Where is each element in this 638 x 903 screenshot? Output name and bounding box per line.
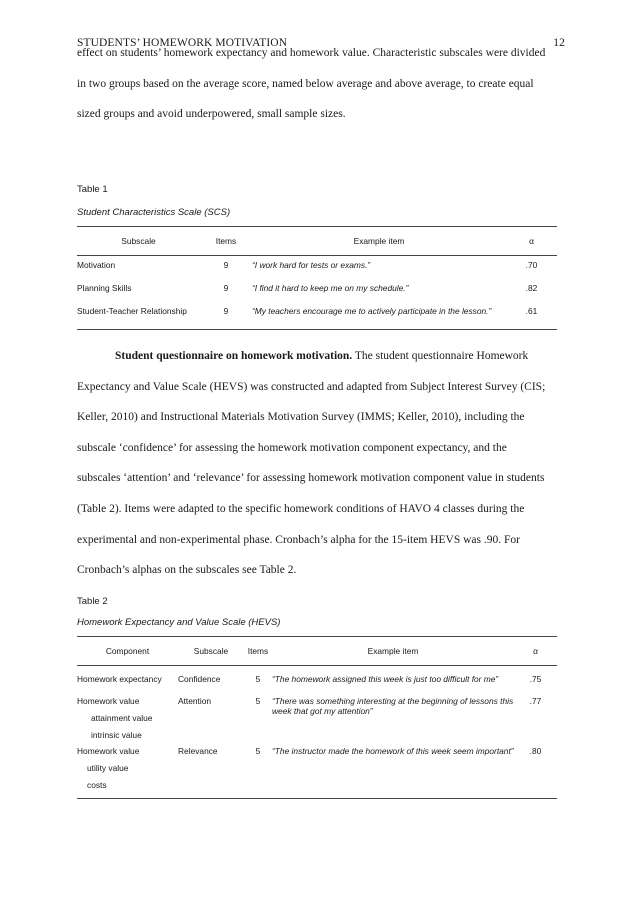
table2-header-row (77, 637, 557, 666)
items-cell: 9 (223, 283, 229, 293)
intro-line: in two groups based on the average score, named below average and above average, to create equal (77, 77, 534, 90)
alpha-cell: .80 (529, 746, 542, 756)
items-cell: 5 (255, 674, 261, 684)
items-cell: 5 (255, 696, 261, 706)
table-row (77, 306, 557, 330)
example-cell: “My teachers encourage me to actively participate in the lesson.” (252, 306, 492, 316)
table2-header-cell: Example item (272, 637, 514, 666)
component-subitem: attainment value (91, 713, 153, 723)
subscale-cell: Attention (178, 696, 212, 706)
section-line: (Table 2). Items were adapted to the specific homework conditions of HAVO 4 classes during the (77, 502, 525, 515)
example-cell: “The homework assigned this week is just too difficult for me” (272, 674, 499, 684)
section-first-line (77, 341, 567, 372)
table-row (77, 283, 557, 306)
intro-line: effect on students’ homework expectancy and homework value. Characteristic subscales were divided (77, 47, 546, 59)
component-cell (77, 696, 178, 746)
section-heading: Student questionnaire on homework motivation. (115, 350, 353, 362)
table1-header-cell: Example item (252, 227, 506, 256)
section-line: subscale ‘confidence’ for assessing the homework motivation component expectancy, and the (77, 441, 507, 454)
subscale-cell: Relevance (178, 746, 218, 756)
section-line: subscales ‘attention’ and ‘relevance’ for assessing homework motivation component value in students (77, 472, 545, 485)
section-paragraph (77, 341, 567, 586)
table-row (77, 696, 557, 746)
section-line: experimental and non-experimental phase. Cronbach’s alpha for the 15-item HEVS was .90. For (77, 533, 520, 546)
alpha-cell: .61 (525, 306, 538, 316)
component-subitem: costs (87, 780, 107, 790)
component-label: Homework expectancy (77, 674, 162, 684)
subscale-cell: Confidence (178, 674, 221, 684)
table1 (77, 226, 557, 330)
section-line: The student questionnaire Homework (352, 350, 529, 362)
section-line: Cronbach’s alphas on the subscales see Table 2. (77, 564, 297, 577)
table-row (77, 256, 557, 284)
subscale-cell: Motivation (77, 260, 116, 270)
section-line: Expectancy and Value Scale (HEVS) was constructed and adapted from Subject Interest Survey (CIS; (77, 380, 546, 393)
items-cell: 9 (223, 260, 229, 270)
table1-header-cell: α (506, 227, 557, 256)
table-row (77, 746, 557, 799)
alpha-cell: .75 (529, 674, 542, 684)
component-label: Homework value (77, 696, 140, 706)
running-head-title: STUDENTS’ HOMEWORK MOTIVATION (77, 37, 288, 49)
table2-header-cell: Items (244, 637, 272, 666)
table-row (77, 666, 557, 697)
table2-header-cell: Subscale (178, 637, 244, 666)
section-line: Keller, 2010) and Instructional Materials Motivation Survey (IMMS; Keller, 2010), including the (77, 411, 525, 424)
table2 (77, 636, 557, 799)
table1-label: Table 1 (77, 184, 108, 195)
page-number: 12 (553, 37, 565, 49)
table1-header-row (77, 227, 557, 256)
table2-header-cell: Component (77, 637, 178, 666)
items-cell: 5 (255, 746, 261, 756)
component-subitem: intrinsic value (91, 730, 142, 740)
subscale-cell: Planning Skills (77, 283, 132, 293)
table1-header-cell: Subscale (77, 227, 200, 256)
example-cell: “I find it hard to keep me on my schedule.” (252, 283, 409, 293)
alpha-cell: .82 (525, 283, 538, 293)
example-cell: “I work hard for tests or exams.” (252, 260, 371, 270)
items-cell: 9 (223, 306, 229, 316)
component-cell (77, 746, 178, 799)
component-label: Homework value (77, 746, 140, 756)
table1-header-cell: Items (200, 227, 252, 256)
subscale-cell: Student-Teacher Relationship (77, 306, 187, 316)
intro-line: sized groups and avoid underpowered, small sample sizes. (77, 108, 346, 121)
intro-paragraph (77, 38, 567, 130)
table2-header-cell: α (514, 637, 557, 666)
alpha-cell: .77 (529, 696, 542, 706)
example-cell: “The instructor made the homework of this week seem important” (272, 746, 514, 756)
component-subitem: utility value (87, 763, 129, 773)
table2-label: Table 2 (77, 596, 108, 607)
table1-title: Student Characteristics Scale (SCS) (77, 207, 231, 218)
example-cell: “There was something interesting at the beginning of lessons this week that got my attention” (272, 696, 514, 716)
table2-title: Homework Expectancy and Value Scale (HEVS) (77, 617, 281, 628)
alpha-cell: .70 (525, 260, 538, 270)
component-cell (77, 666, 178, 697)
